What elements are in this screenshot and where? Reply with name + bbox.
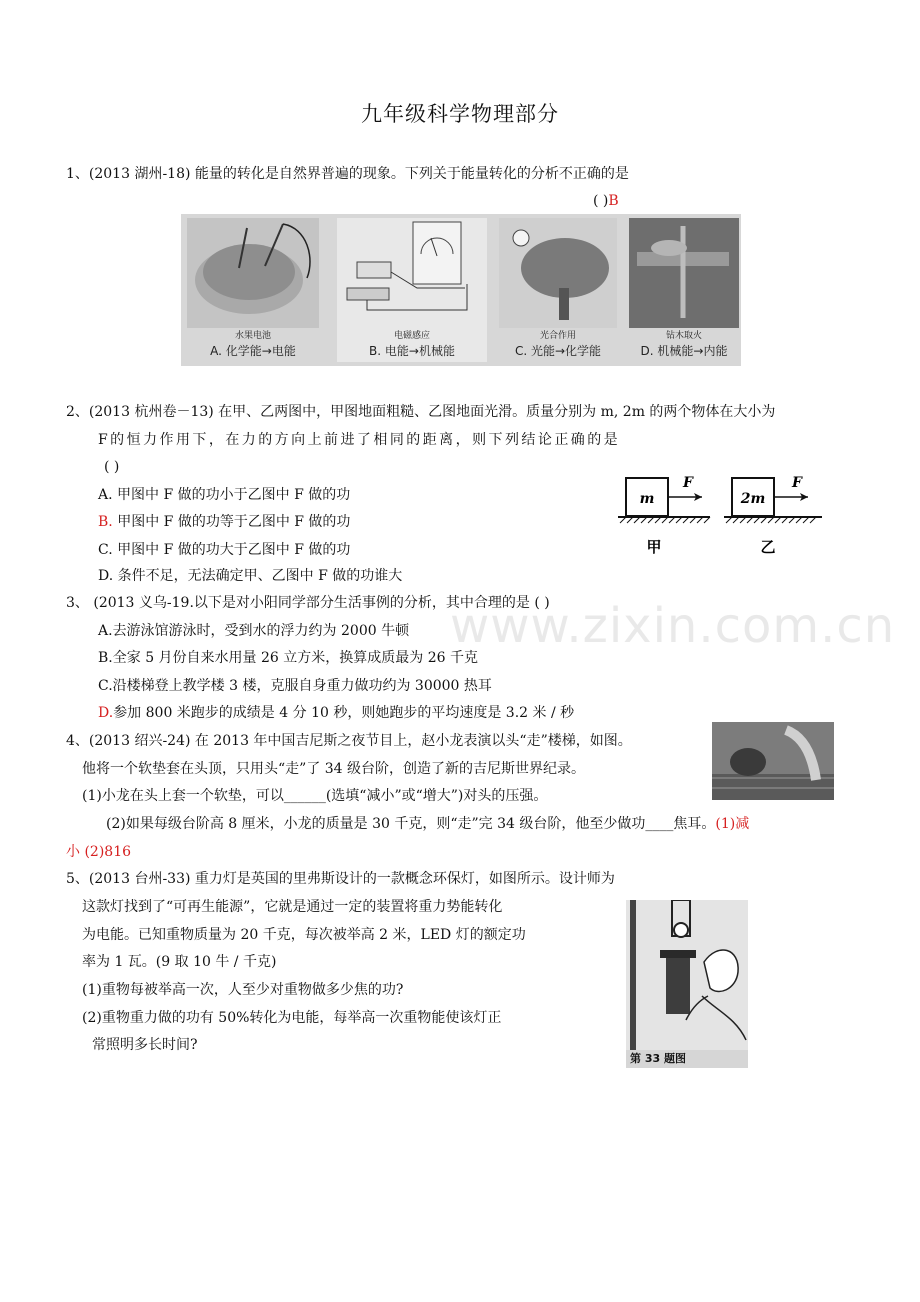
gravity-lamp-illustration — [626, 900, 748, 1068]
q1-panel-choice: B. 电能→机械能 — [369, 344, 455, 358]
block-2m-label: 2m — [740, 491, 766, 507]
drill-fire-panel — [629, 218, 739, 362]
stairs-photo-illustration — [712, 722, 834, 800]
q1-panel-choice: A. 化学能→电能 — [210, 344, 296, 358]
label-yi: 乙 — [760, 538, 776, 556]
q5-line7: 常照明多长时间? — [92, 1037, 198, 1053]
q2-stem-line2: F 的 恒 力 作 用 下 ， 在 力 的 方 向 上 前 进 了 相 同 的 距 离 ， 则 下 列 结 论 正 确 的 是 — [98, 432, 617, 448]
q2-force-diagram — [618, 470, 833, 558]
drill-fire-illustration — [629, 218, 739, 328]
q4-line3: (1)小龙在头上套一个软垫，可以______(选填“减小”或“增大”)对头的压强。 — [82, 788, 548, 804]
q4-line2: 他将一个软垫套在头顶，只用头“走”了 34 级台阶，创造了新的吉尼斯世界纪录。 — [82, 761, 586, 777]
q2-option-b: B. 甲图中 F 做的功等于乙图中 F 做的功 — [98, 514, 351, 530]
q5-line6: (2)重物重力做的功有 50%转化为电能，每举高一次重物能使该灯正 — [82, 1010, 502, 1026]
q3-stem: 3、 (2013 义乌-19.以下是对小阳同学部分生活事例的分析，其中合理的是 ( ) — [66, 595, 550, 611]
q4-answer-part1: (1)减 — [715, 816, 750, 832]
q4-line4: (2)如果每级台阶高 8 厘米，小龙的质量是 30 千克，则“走”完 34 级台阶，他至少做功____焦耳。(1)减 — [106, 816, 750, 832]
induction-illustration — [337, 218, 487, 328]
q1-panel-label: 钻木取火 — [665, 331, 702, 341]
watermark: www.zixin.com.cn — [450, 598, 896, 654]
q2-paren: ( ) — [104, 459, 120, 475]
diagram-jia — [618, 475, 710, 556]
label-jia: 甲 — [646, 538, 662, 556]
q2-option-c: C. 甲图中 F 做的功大于乙图中 F 做的功 — [98, 542, 351, 558]
q3-option-a: A.去游泳馆游泳时，受到水的浮力约为 2000 牛顿 — [98, 623, 410, 639]
photosynthesis-panel — [499, 218, 617, 362]
q3-option-c: C.沿楼梯登上教学楼 3 楼，克服自身重力做功约为 30000 热耳 — [98, 678, 492, 694]
fruit-battery-panel — [187, 218, 319, 362]
q1-panel-label: 电磁感应 — [393, 331, 430, 341]
q5-line4: 率为 1 瓦。(9 取 10 牛 / 千克) — [82, 954, 277, 970]
q2-stem-line1: 2、(2013 杭州卷－13) 在甲、乙两图中，甲图地面粗糙、乙图地面光滑。质量分别为 m, 2m 的两个物体在大小为 — [66, 404, 776, 420]
q5-line3: 为电能。已知重物质量为 20 千克，每次被举高 2 米，LED 灯的额定功 — [82, 927, 526, 943]
q5-figure-caption: 第 33 题图 — [630, 1052, 686, 1065]
q1-panel-label: 光合作用 — [539, 331, 576, 341]
q5-line1: 5、(2013 台州-33) 重力灯是英国的里弗斯设计的一款概念环保灯，如图所示。设计师为 — [66, 871, 615, 887]
q1-panel-choice: D. 机械能→内能 — [640, 344, 728, 358]
block-m-label: m — [639, 491, 655, 507]
q2-option-d: D. 条件不足，无法确定甲、乙图中 F 做的功谁大 — [98, 568, 403, 584]
q4-answer-part2: 小 (2)816 — [66, 844, 132, 860]
q1-figure-strip — [181, 214, 741, 366]
q4-photo-stairs — [712, 722, 834, 800]
q5-line2: 这款灯找到了“可再生能源”，它就是通过一定的装置将重力势能转化 — [82, 899, 503, 915]
q5-line5: (1)重物每被举高一次，人至少对重物做多少焦的功? — [82, 982, 404, 998]
q1-paren: ( ) — [593, 193, 609, 209]
q3-option-b: B.全家 5 月份自来水用量 26 立方米，换算成质最为 26 千克 — [98, 650, 478, 666]
q4-line1: 4、(2013 绍兴-24) 在 2013 年中国吉尼斯之夜节目上，赵小龙表演以头“走”楼梯，如图。 — [66, 733, 632, 749]
induction-panel — [337, 218, 487, 362]
q1-answer: B — [608, 193, 619, 209]
q5-gravity-lamp-figure — [626, 900, 748, 1068]
q1-stem: 1、(2013 湖州-18) 能量的转化是自然界普遍的现象。下列关于能量转化的分析不正确的是 — [66, 166, 629, 182]
force-label: F — [792, 475, 802, 491]
tree-sun-illustration — [499, 218, 617, 328]
q3-option-d: D.参加 800 米跑步的成绩是 4 分 10 秒，则她跑步的平均速度是 3.2 米 / 秒 — [98, 705, 575, 721]
force-label: F — [683, 475, 693, 491]
q1-panel-label: 水果电池 — [234, 331, 271, 341]
fruit-battery-illustration — [187, 218, 319, 328]
diagram-yi — [724, 475, 822, 556]
q1-answer-paren — [593, 191, 619, 211]
q2-option-a: A. 甲图中 F 做的功小于乙图中 F 做的功 — [98, 487, 351, 503]
page-title: 九年级科学物理部分 — [361, 102, 559, 126]
q1-panel-choice: C. 光能→化学能 — [514, 344, 602, 358]
